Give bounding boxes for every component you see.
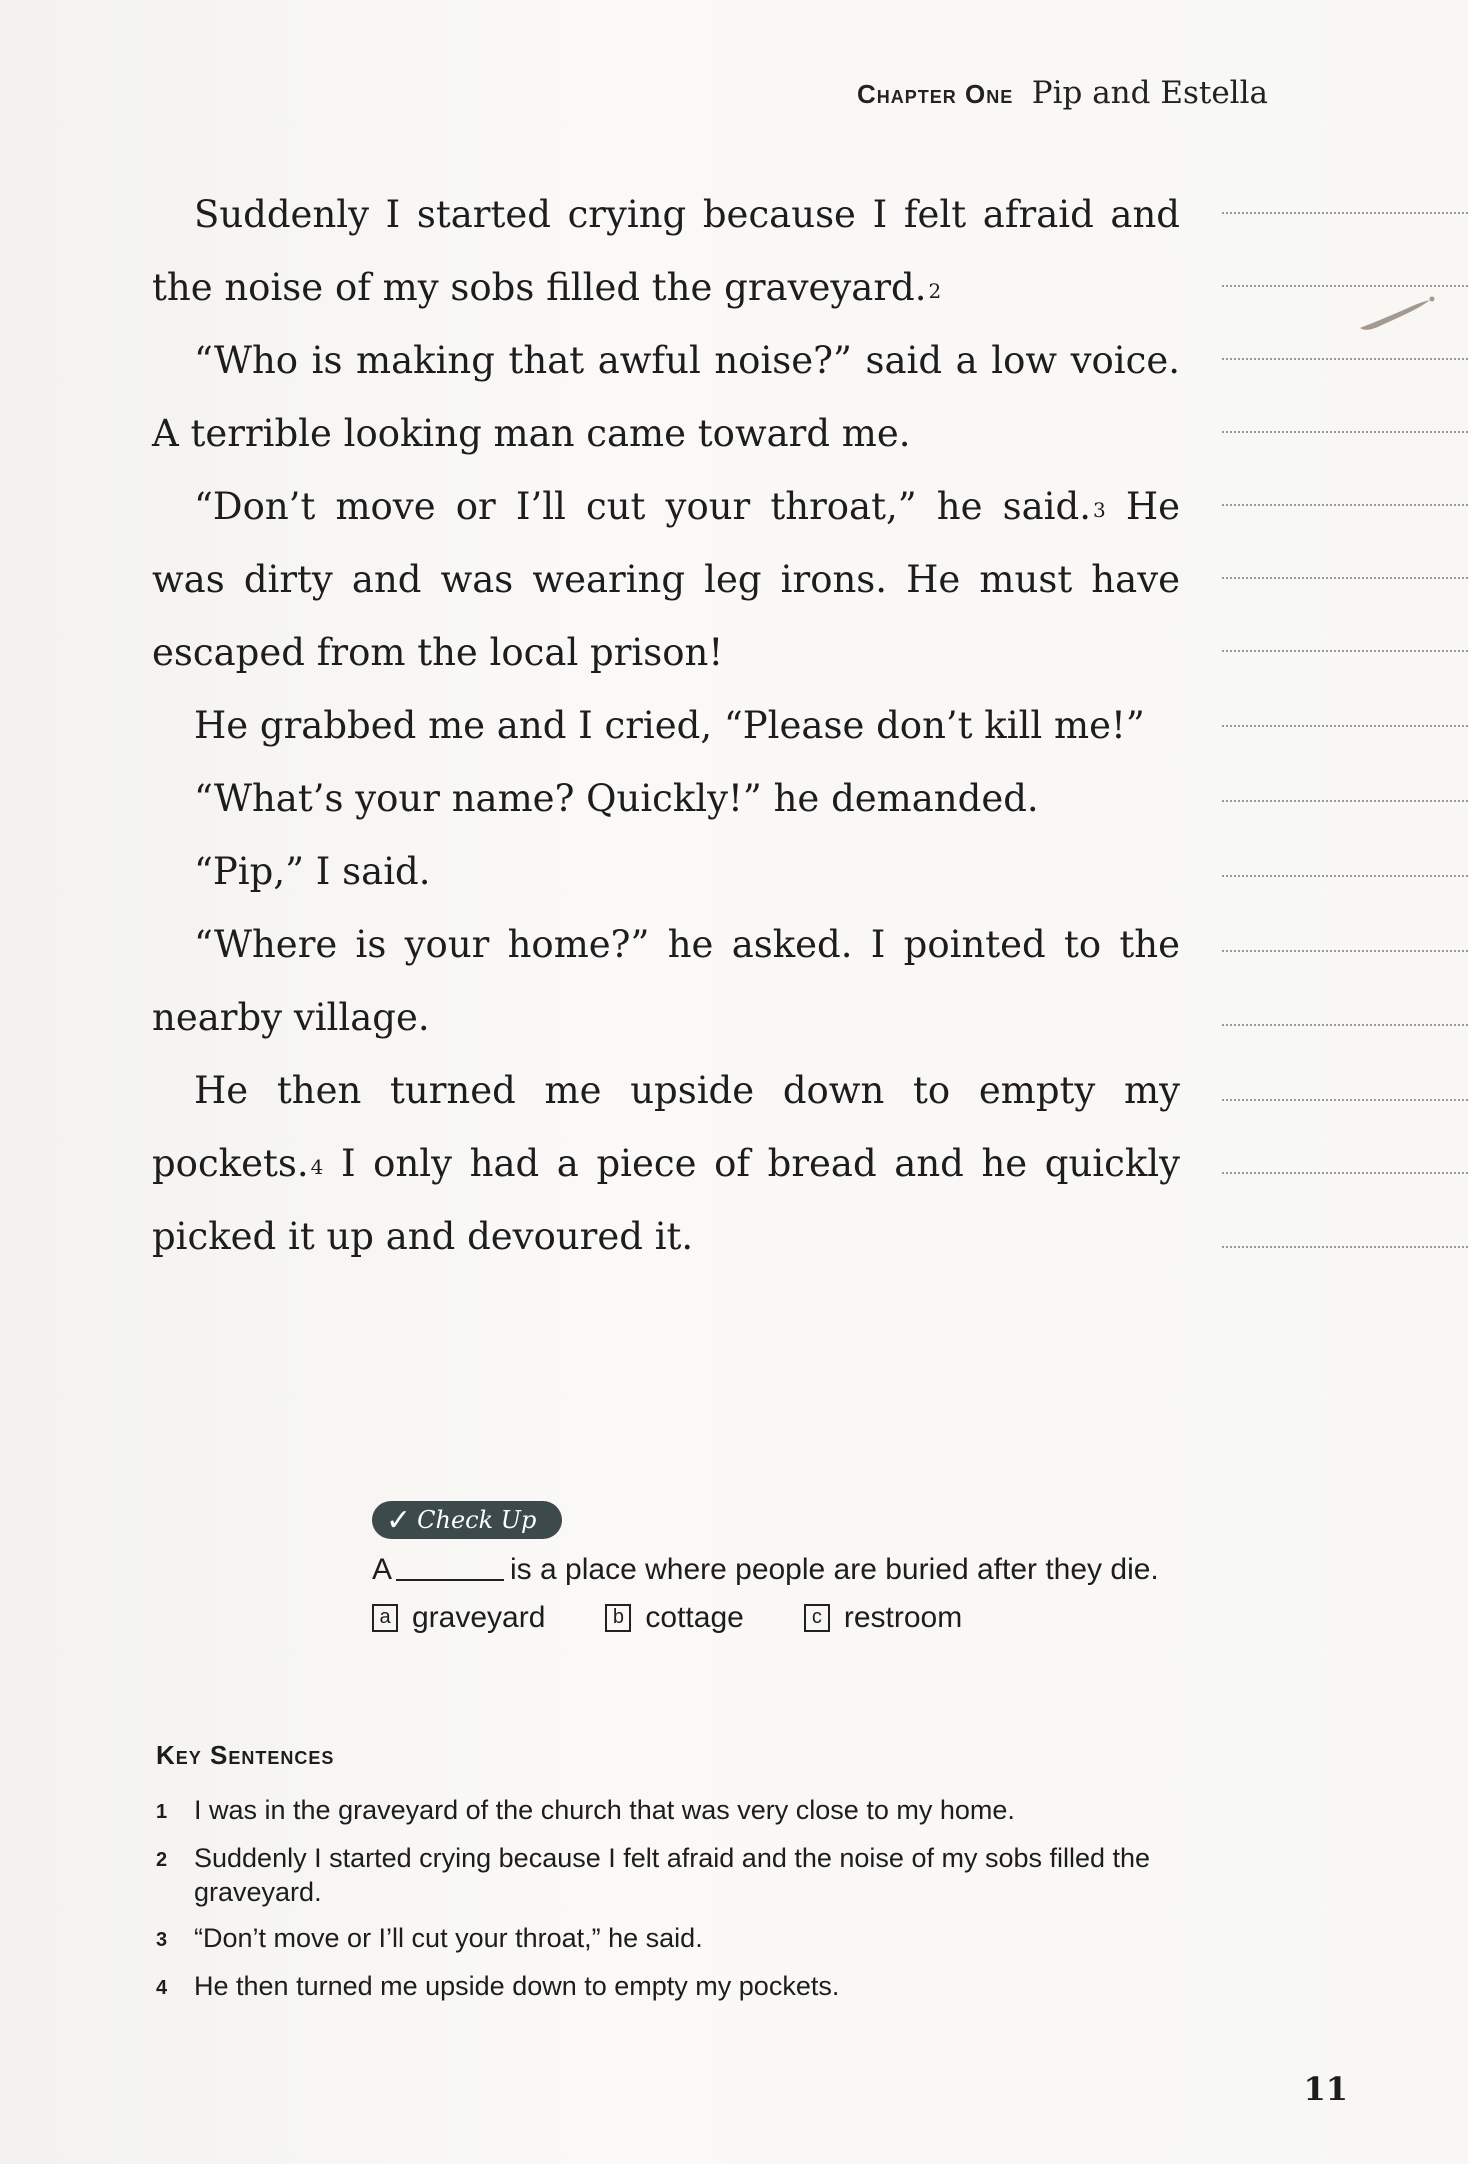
option-a[interactable]: a graveyard: [372, 1601, 545, 1635]
story-paragraph: “Where is your home?” he asked. I pointed to the nearby village.: [152, 923, 1180, 1039]
note-line: [1222, 358, 1468, 360]
checkmark-icon: ✓: [386, 1502, 412, 1538]
note-line: [1222, 431, 1468, 433]
running-header: [857, 74, 1268, 112]
key-sentence: 3 “Don’t move or I’ll cut your throat,” he said.: [156, 1923, 703, 1953]
answer-blank: [396, 1579, 504, 1581]
note-line: [1222, 875, 1468, 877]
key-sentence: 1 I was in the graveyard of the church that was very close to my home.: [156, 1795, 1015, 1825]
option-c[interactable]: c restroom: [804, 1601, 962, 1635]
option-letter-box: c: [804, 1604, 830, 1632]
footnote-marker: 2: [928, 279, 942, 303]
footnote-marker: 4: [310, 1155, 324, 1179]
note-line: [1222, 577, 1468, 579]
option-b[interactable]: b cottage: [605, 1601, 743, 1635]
note-line: [1222, 650, 1468, 652]
note-line: [1222, 1172, 1468, 1174]
note-line: [1222, 950, 1468, 952]
option-letter-box: a: [372, 1604, 398, 1632]
chapter-label: Chapter One: [856, 79, 1014, 109]
story-paragraph: He grabbed me and I cried, “Please don’t kill me!”: [194, 704, 1145, 747]
story-paragraph: “Who is making that awful noise?” said a low voice. A terrible looking man came toward me.: [152, 339, 1180, 455]
key-sentence: 4 He then turned me upside down to empty my pockets.: [156, 1971, 840, 2001]
key-sentence: 2 Suddenly I started crying because I felt afraid and the noise of my sobs filled the graveyard.: [156, 1843, 1151, 1907]
answer-options: [372, 1601, 1192, 1635]
note-line: [1222, 504, 1468, 506]
check-up-box: [372, 1501, 1192, 1635]
story-text: [152, 178, 1180, 1273]
footnote-marker: 3: [1092, 498, 1106, 522]
note-line: [1222, 212, 1468, 214]
story-paragraph: “What’s your name? Quickly!” he demanded.: [194, 777, 1039, 820]
ink-smudge: [1350, 296, 1440, 336]
note-line: [1222, 1246, 1468, 1248]
story-paragraph: “Don’t move or I’ll cut your throat,” he said. $^3$ He was dirty and was wearing leg irons. He must have escaped from the local prison!: [152, 485, 1180, 674]
key-sentences-title: Key Sentences: [156, 1740, 335, 1770]
check-up-badge: ✓ Check Up: [372, 1501, 562, 1539]
note-line: [1222, 725, 1468, 727]
note-line: [1222, 1024, 1468, 1026]
note-line: [1222, 1099, 1468, 1101]
option-letter-box: b: [605, 1604, 631, 1632]
story-paragraph: Suddenly I started crying because I felt afraid and the noise of my sobs filled the graveyard. $^2$: [152, 193, 1180, 309]
key-sentences: [156, 1740, 1186, 2017]
page-number: 11: [1303, 2070, 1348, 2108]
chapter-title: Pip and Estella: [1031, 75, 1268, 111]
note-line: [1222, 285, 1468, 287]
story-paragraph: He then turned me upside down to empty my pockets. $^4$ I only had a piece of bread and he quickly picked it up and devoured it.: [152, 1069, 1180, 1258]
check-up-question: A is a place where people are buried after they die.: [372, 1553, 1159, 1586]
note-line: [1222, 800, 1468, 802]
story-paragraph: “Pip,” I said.: [194, 850, 431, 893]
